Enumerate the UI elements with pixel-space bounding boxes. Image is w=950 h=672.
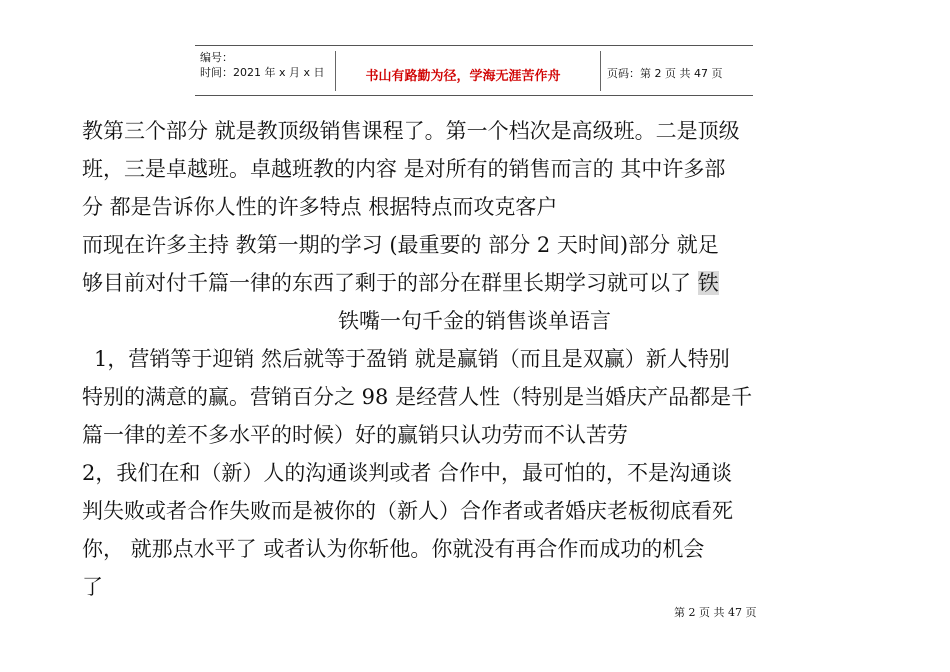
header-top-rule [195, 45, 753, 46]
body-line: 了 [82, 575, 103, 599]
header-divider [600, 51, 601, 91]
body-line: 教第三个部分 就是教顶级销售课程了。第一个档次是高级班。二是顶级 [82, 119, 740, 143]
body-line-5 [82, 264, 867, 302]
body-line: 班，三是卓越班。卓越班教的内容 是对所有的销售而言的 其中许多部 [82, 157, 726, 181]
body-line: 而现在许多主持 教第一期的学习 (最重要的 部分 2 天时间)部分 就足 [82, 233, 719, 257]
body-line: 分 都是告诉你人性的许多特点 根据特点而攻克客户 [82, 195, 558, 219]
header-motto: 书山有路勤为径，学海无涯苦作舟 [365, 69, 561, 84]
body-line: 篇一律的差不多水平的时候）好的赢销只认功劳而不认苦劳 [82, 423, 628, 447]
page-footer: 第 2 页 共 47 页 [674, 606, 757, 619]
document-body [82, 112, 867, 606]
body-line: 判失败或者合作失败而是被你的（新人）合作者或者婚庆老板彻底看死 [82, 499, 733, 523]
body-line: 你， 就那点水平了 或者认为你斩他。你就没有再合作而成功的机会 [82, 537, 705, 561]
highlighted-char: 铁 [697, 271, 719, 295]
body-line-text: 够目前对付千篇一律的东西了剩于的部分在群里长期学习就可以了 [82, 271, 691, 295]
header-number-label: 编号： [200, 51, 233, 64]
body-line: 2，我们在和（新）人的沟通谈判或者 合作中，最可怕的，不是沟通谈 [82, 461, 733, 485]
header-time-label: 时间：2021 年 x 月 x 日 [200, 66, 325, 79]
body-line: 特别的满意的赢。营销百分之 98 是经营人性（特别是当婚庆产品都是千 [82, 385, 753, 409]
header-meta [200, 50, 325, 80]
header-page-label: 页码：第 2 页 共 47 页 [607, 67, 723, 80]
header-bottom-rule [195, 95, 753, 96]
body-line: 1，营销等于迎销 然后就等于盈销 就是赢销（而且是双赢）新人特别 [94, 347, 730, 371]
section-title: 铁嘴一句千金的销售谈单语言 [338, 309, 611, 333]
page-header [195, 45, 753, 96]
